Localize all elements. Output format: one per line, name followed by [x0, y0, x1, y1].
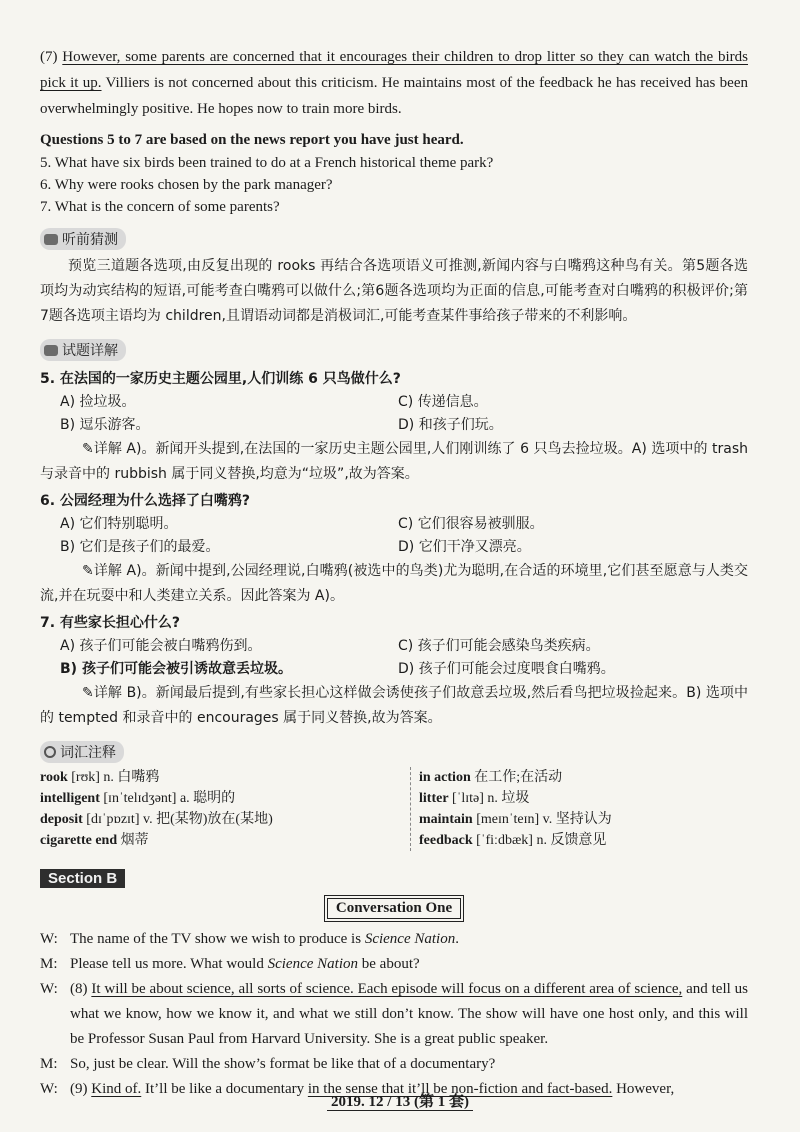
option-5d: D) 和孩子们玩。 — [398, 417, 503, 433]
vocab-gloss: [dɪˈpɒzɪt] v. 把(某物)放在(某地) — [82, 812, 273, 827]
conversation-title: Conversation One — [327, 898, 461, 919]
vocab-word: feedback — [419, 833, 473, 848]
vocab-word: litter — [419, 791, 449, 806]
vocab-gloss: [meɪnˈteɪn] v. 坚持认为 — [472, 812, 612, 827]
vocab-tag — [40, 741, 124, 763]
vocab-entry — [419, 809, 748, 830]
questions-heading: Questions 5 to 7 are based on the news report you have just heard. — [40, 132, 464, 148]
vocab-entry — [40, 767, 410, 788]
detail-text: A)。新闻开头提到,在法国的一家历史主题公园里,人们刚训练了 6 只鸟去捡垃圾。A) 选项中的 trash 与录音中的 rubbish 属于同义替换,均意为“垃圾”,故为答案。 — [40, 441, 748, 482]
vocab-entry — [419, 830, 748, 851]
vocab-word: intelligent — [40, 791, 100, 806]
underlined-text: It will be about science, all sorts of science. Each episode will focus on a different area of science, — [91, 981, 683, 997]
text-run: However, — [612, 1081, 675, 1097]
text-run: (8) — [70, 981, 92, 997]
question-6: 6. Why were rooks chosen by the park manager? — [40, 177, 333, 193]
italic-title: Science Nation — [364, 931, 456, 947]
option-5a: A) 捡垃圾。 — [60, 394, 136, 410]
text-run: The name of the TV show we wish to produce is — [70, 931, 365, 947]
dialogue-line — [40, 952, 748, 977]
vocab-column-right — [410, 767, 748, 851]
vocab-entry — [40, 809, 410, 830]
option-6c: C) 它们很容易被驯服。 — [398, 516, 544, 532]
option-5b: B) 逗乐游客。 — [60, 417, 150, 433]
vocab-entry — [419, 788, 748, 809]
detail-text: B)。新闻最后提到,有些家长担心这样做会诱使孩子们故意丢垃圾,然后看鸟把垃圾捡起来。B) 选项中的 tempted 和录音中的 encourages 属于同义替换,故为答案。 — [40, 685, 749, 726]
page-footer — [0, 1090, 800, 1111]
explain-question-5: 5. 在法国的一家历史主题公园里,人们训练 6 只鸟做什么? — [40, 371, 401, 387]
paragraph-number: (7) — [40, 49, 58, 65]
explain-question-7: 7. 有些家长担心什么? — [40, 615, 181, 631]
option-5c: C) 传递信息。 — [398, 394, 488, 410]
text-run: Please tell us more. What would — [70, 956, 268, 972]
vocab-column-left — [40, 767, 410, 851]
vocab-gloss: [ˈfiːdbæk] n. 反馈意见 — [472, 833, 607, 848]
explain-tag-label: 试题详解 — [62, 343, 118, 359]
speaker-label: W: — [40, 981, 58, 997]
dialogue-line — [40, 977, 748, 1052]
option-7d: D) 孩子们可能会过度喂食白嘴鸦。 — [398, 661, 615, 677]
vocab-entry — [419, 767, 748, 788]
vocab-word: rook — [40, 770, 68, 785]
vocab-gloss: 烟蒂 — [117, 833, 149, 848]
text-run: . — [455, 931, 459, 947]
vocab-entry — [40, 788, 410, 809]
pen-icon: ✎ — [82, 685, 94, 701]
pen-icon: ✎ — [82, 563, 94, 579]
dialogue — [40, 927, 748, 1102]
detail-text: A)。新闻中提到,公园经理说,白嘴鸦(被选中的鸟类)尤为聪明,在合适的环境里,它们甚至愿意与人类交流,并在玩耍中和人类建立关系。因此答案为 A)。 — [40, 563, 749, 604]
predict-tag — [40, 228, 126, 250]
option-7b: B) 孩子们可能会被引诱故意丢垃圾。 — [60, 661, 292, 677]
vocab-word: cigarette end — [40, 833, 118, 848]
dialogue-text — [70, 977, 748, 1052]
explain-question-6: 6. 公园经理为什么选择了白嘴鸦? — [40, 493, 251, 509]
question-5: 5. What have six birds been trained to do at a French historical theme park? — [40, 155, 494, 171]
book-icon — [44, 234, 58, 245]
question-7: 7. What is the concern of some parents? — [40, 199, 280, 215]
dialogue-text — [70, 952, 748, 977]
vocab-table — [40, 767, 748, 851]
notebook-icon — [44, 345, 58, 356]
speaker-label: W: — [40, 1081, 58, 1097]
option-6b: B) 它们是孩子们的最爱。 — [60, 539, 220, 555]
vocab-tag-label: 词汇注释 — [60, 745, 116, 761]
vocab-gloss: [ˈlɪtə] n. 垃圾 — [448, 791, 530, 806]
option-7c: C) 孩子们可能会感染鸟类疾病。 — [398, 638, 600, 654]
option-6a: A) 它们特别聪明。 — [60, 516, 178, 532]
paragraph-rest: Villiers is not concerned about this criticism. He maintains most of the feedback he has received has been overwhelmingly positive. He hopes now to train more birds. — [40, 75, 748, 117]
options-5 — [40, 391, 748, 437]
options-6 — [40, 513, 748, 559]
option-7a: A) 孩子们可能会被白嘴鸦伤到。 — [60, 638, 262, 654]
vocab-gloss: 在工作;在活动 — [470, 770, 563, 785]
footer-text: 2019. 12 / 13 (第 1 套) — [327, 1094, 473, 1111]
italic-title: Science Nation — [267, 956, 358, 972]
page-content — [40, 44, 748, 1102]
underlined-sentence: However, some parents are concerned that it encourages their children to drop litter so they can watch the birds pick it up. — [40, 49, 749, 91]
explain-tag — [40, 339, 126, 361]
options-7 — [40, 635, 748, 681]
vocab-gloss: [rʊk] n. 白嘴鸦 — [67, 770, 160, 785]
text-run: (9) — [70, 1081, 92, 1097]
speaker-label: M: — [40, 956, 58, 972]
dialogue-text — [70, 1052, 748, 1077]
text-run: It’ll be like a documentary — [141, 1081, 308, 1097]
dialogue-line — [40, 1052, 748, 1077]
detail-7 — [40, 681, 748, 731]
underlined-text: in the sense that it’ll be non-fiction and fact-based. — [307, 1081, 613, 1097]
conversation-title-wrap — [40, 898, 748, 919]
vocab-entry — [40, 830, 410, 851]
vocab-word: maintain — [419, 812, 473, 827]
speaker-label: M: — [40, 1056, 58, 1072]
detail-label: 详解 — [93, 441, 122, 457]
detail-label: 详解 — [93, 563, 122, 579]
detail-6 — [40, 559, 748, 609]
section-b-label: Section B — [40, 869, 125, 888]
vocab-word: in action — [419, 770, 471, 785]
predict-text: 预览三道题各选项,由反复出现的 rooks 再结合各选项语义可推测,新闻内容与白嘴鸦这种鸟有关。第5题各选项均为动宾结构的短语,可能考查白嘴鸦可以做什么;第6题各选项均为正面的信息,可能考查对白嘴鸦的积极评价;第7题各选项主语均为 children,且谓语动词都是消极词汇,可能考查某件事给孩子带来的不利影响。 — [40, 258, 748, 324]
text-run: So, just be clear. Will the show’s format be like that of a documentary? — [70, 1056, 496, 1072]
predict-tag-label: 听前猜测 — [62, 232, 118, 248]
dialogue-text — [70, 927, 748, 952]
detail-5 — [40, 437, 748, 487]
passage-paragraph-7 — [40, 44, 748, 122]
vocab-gloss: [ɪnˈtelɪdʒənt] a. 聪明的 — [99, 791, 236, 806]
option-6d: D) 它们干净又漂亮。 — [398, 539, 531, 555]
underlined-text: Kind of. — [91, 1081, 142, 1097]
pen-icon: ✎ — [82, 441, 94, 457]
vocab-word: deposit — [40, 812, 83, 827]
plus-circle-icon — [44, 746, 56, 758]
text-run: be about? — [358, 956, 420, 972]
dialogue-line — [40, 927, 748, 952]
speaker-label: W: — [40, 931, 58, 947]
text-run: and tell us what we know, how we know it, and what we still don’t know. The show will have one host only, and this will be Professor Susan Paul from Harvard University. She is a great public speaker. — [70, 981, 748, 1047]
detail-label: 详解 — [93, 685, 123, 701]
